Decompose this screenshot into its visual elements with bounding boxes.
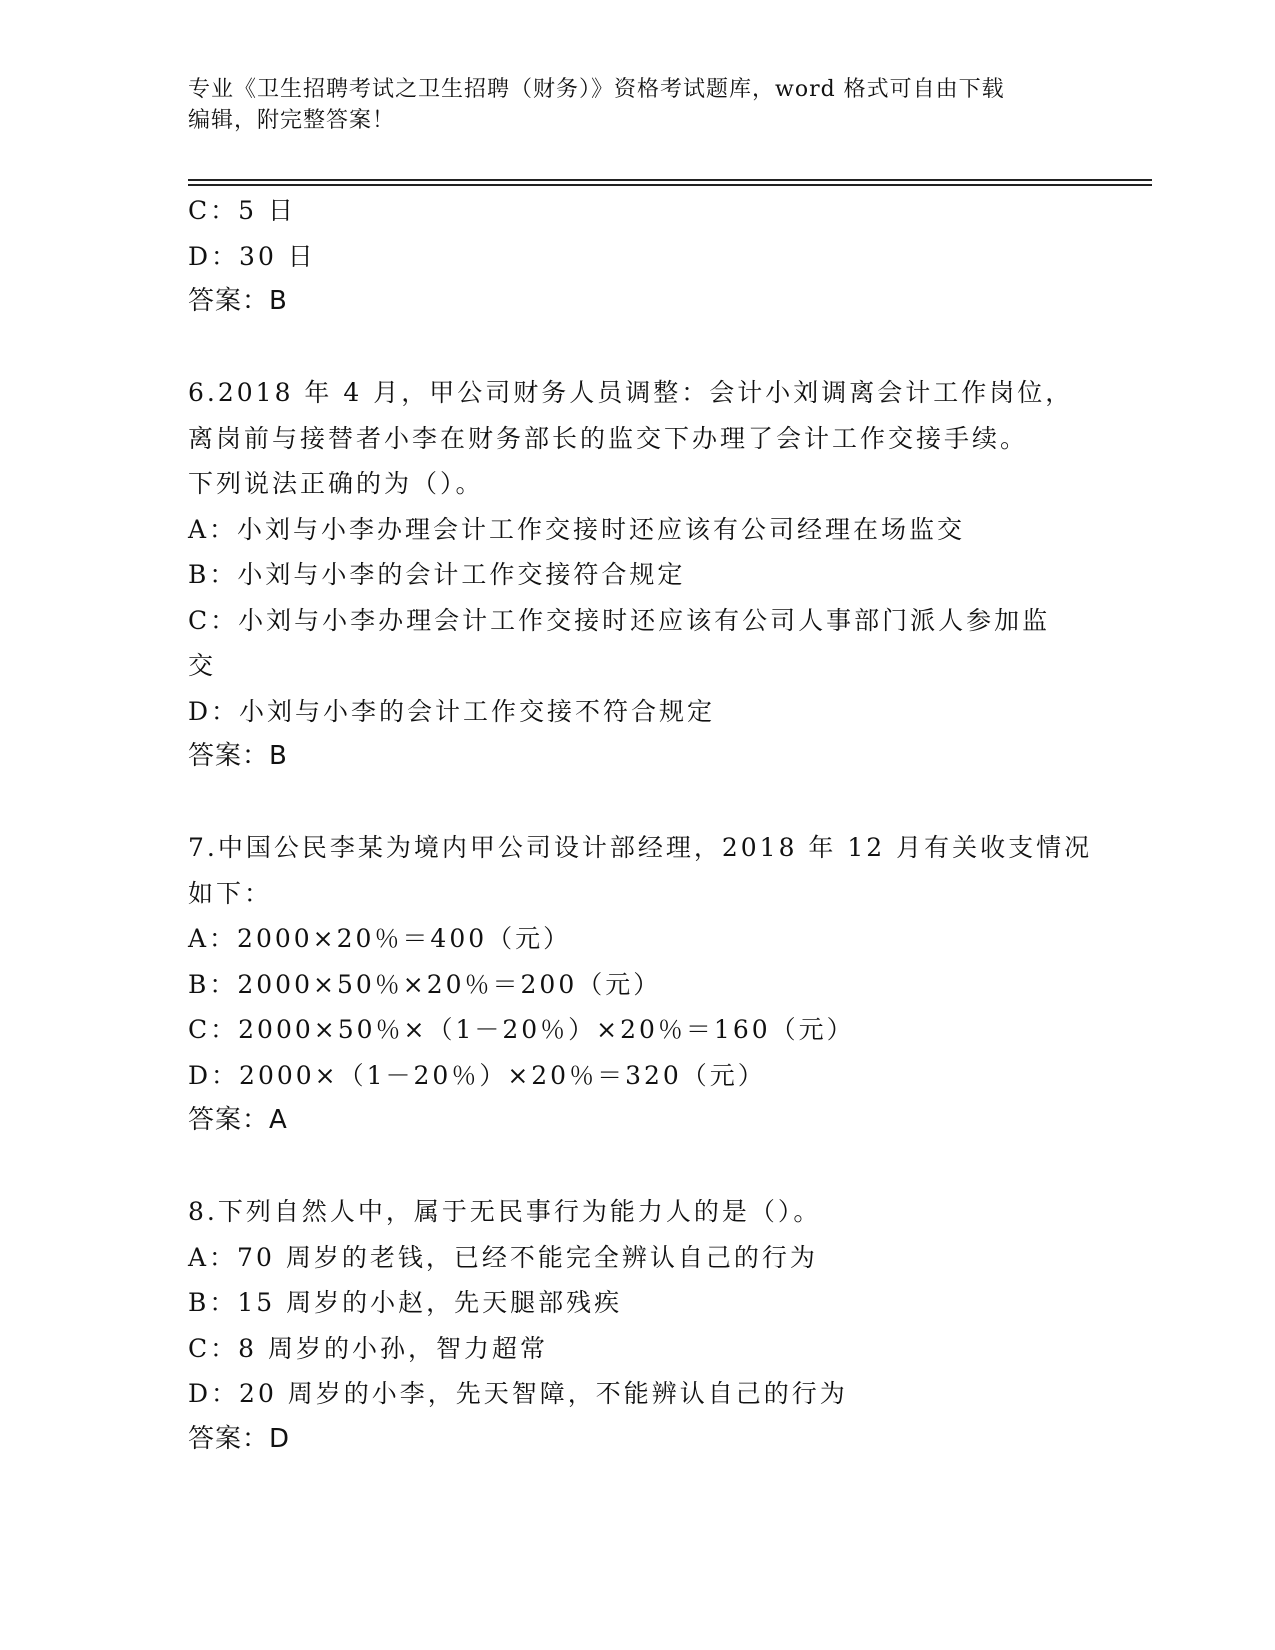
question-stem: 7.中国公民李某为境内甲公司设计部经理，2018 年 12 月有关收支情况 — [188, 833, 1093, 862]
answer: 答案：B — [188, 741, 288, 771]
answer: 答案：D — [188, 1423, 291, 1454]
option-a: A：2000×20％＝400（元） — [188, 924, 572, 953]
question-prev — [188, 188, 1088, 325]
question-stem: 8.下列自然人中，属于无民事行为能力人的是（）。 — [188, 1197, 822, 1226]
option-b: B：2000×50％×20％＝200（元） — [188, 969, 662, 999]
option-d: D：2000×（1－20％）×20％＝320（元） — [188, 1060, 766, 1090]
option-c: C：2000×50％×（1－20％）×20％＝160（元） — [188, 1015, 855, 1044]
question-stem: 如下： — [188, 878, 273, 908]
spacer — [188, 1144, 1088, 1190]
option-c-continued: 交 — [188, 651, 217, 680]
header-divider-bottom — [188, 184, 1152, 186]
header-line-2: 编辑，附完整答案！ — [188, 108, 396, 133]
question-list — [188, 188, 1093, 1462]
header-divider-top — [188, 179, 1152, 181]
question-stem: 6.2018 年 4 月，甲公司财务人员调整：会计小刘调离会计工作岗位， — [188, 378, 1074, 407]
option-a: A：小刘与小李办理会计工作交接时还应该有公司经理在场监交 — [188, 514, 966, 544]
question-7 — [188, 825, 1093, 1144]
option-d: D：20 周岁的小李，先天智障，不能辨认自己的行为 — [188, 1379, 848, 1408]
question-stem: 下列说法正确的为（）。 — [188, 469, 484, 498]
option-c: C：小刘与小李办理会计工作交接时还应该有公司人事部门派人参加监 — [188, 605, 1051, 635]
document-header — [188, 74, 1088, 136]
spacer — [188, 325, 1088, 371]
question-8 — [188, 1189, 1088, 1462]
option-b: B：小刘与小李的会计工作交接符合规定 — [188, 560, 686, 589]
option-b: B：15 周岁的小赵，先天腿部残疾 — [188, 1288, 623, 1317]
answer: 答案：A — [188, 1105, 288, 1135]
option-d: D：小刘与小李的会计工作交接不符合规定 — [188, 696, 716, 726]
option-c: C：8 周岁的小孙，智力超常 — [188, 1333, 548, 1363]
option-d: D：30 日 — [188, 241, 316, 271]
option-a: A：70 周岁的老钱，已经不能完全辨认自己的行为 — [188, 1242, 818, 1272]
answer: 答案：B — [188, 286, 288, 316]
spacer — [188, 780, 1088, 826]
option-c: C：5 日 — [188, 196, 296, 225]
question-stem: 离岗前与接替者小李在财务部长的监交下办理了会计工作交接手续。 — [188, 423, 1029, 453]
header-line-1: 专业《卫生招聘考试之卫生招聘（财务）》资格考试题库，word 格式可自由下载 — [188, 77, 1005, 102]
question-6 — [188, 370, 1088, 780]
